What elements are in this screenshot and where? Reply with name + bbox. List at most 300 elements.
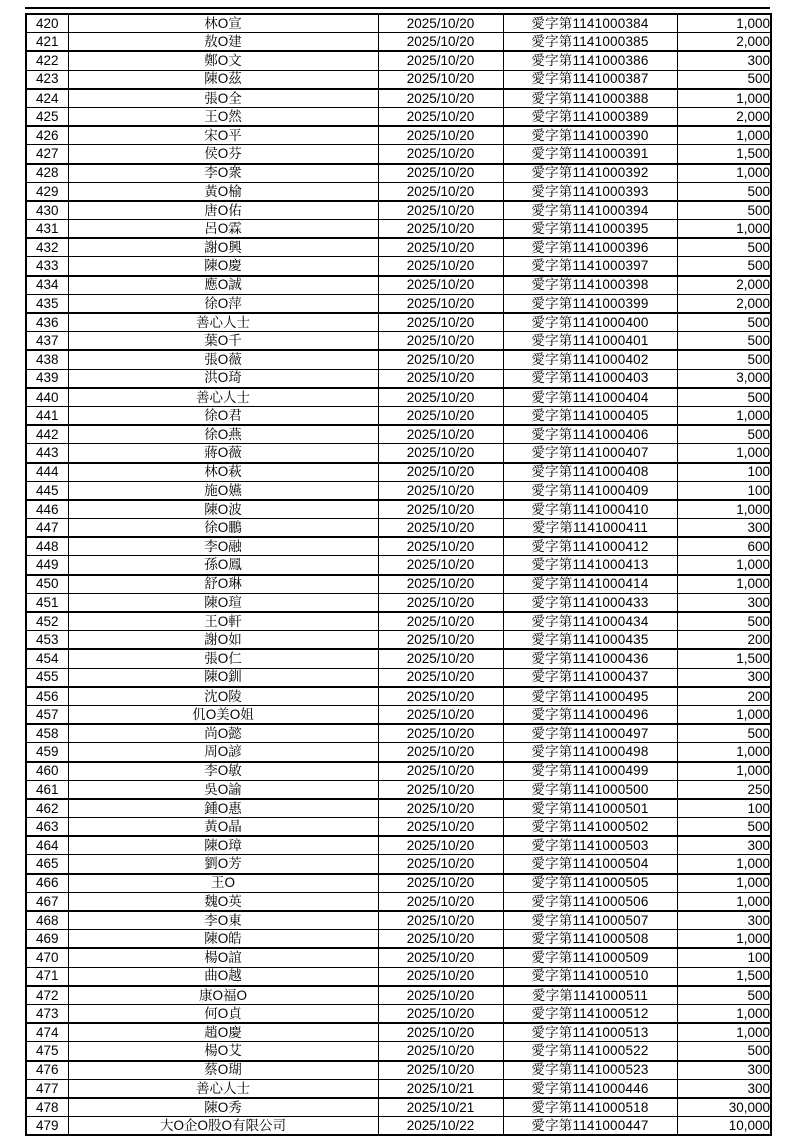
row-number-cell: 453	[26, 631, 68, 650]
donor-name-cell: 鍾O惠	[68, 799, 378, 818]
date-cell: 2025/10/20	[378, 780, 503, 799]
date-cell: 2025/10/20	[378, 1042, 503, 1061]
date-cell: 2025/10/20	[378, 930, 503, 949]
amount-cell: 1,500	[677, 649, 771, 668]
donation-receipt-table	[25, 13, 772, 1136]
amount-cell: 2,000	[677, 294, 771, 313]
donor-name-cell: 仉O美O姐	[68, 705, 378, 724]
table-row	[26, 294, 771, 313]
date-cell: 2025/10/20	[378, 89, 503, 108]
receipt-number-cell: 愛字第1141000523	[503, 1061, 677, 1080]
amount-cell: 30,000	[677, 1098, 771, 1117]
receipt-number-cell: 愛字第1141000412	[503, 537, 677, 556]
row-number-cell: 472	[26, 986, 68, 1005]
receipt-number-cell: 愛字第1141000407	[503, 444, 677, 463]
table-row	[26, 593, 771, 612]
amount-cell: 500	[677, 313, 771, 332]
row-number-cell: 460	[26, 762, 68, 781]
date-cell: 2025/10/20	[378, 705, 503, 724]
amount-cell: 2,000	[677, 276, 771, 295]
receipt-number-cell: 愛字第1141000392	[503, 164, 677, 183]
table-row	[26, 89, 771, 108]
donation-table-body	[26, 14, 771, 1135]
amount-cell: 500	[677, 332, 771, 351]
receipt-number-cell: 愛字第1141000395	[503, 220, 677, 239]
table-row	[26, 201, 771, 220]
table-row	[26, 182, 771, 201]
amount-cell: 1,000	[677, 705, 771, 724]
previous-row-border-fragment	[25, 7, 770, 9]
amount-cell: 1,000	[677, 220, 771, 239]
date-cell: 2025/10/20	[378, 668, 503, 687]
table-row	[26, 220, 771, 239]
row-number-cell: 457	[26, 705, 68, 724]
receipt-number-cell: 愛字第1141000434	[503, 612, 677, 631]
date-cell: 2025/10/20	[378, 350, 503, 369]
donor-name-cell: 陳O秀	[68, 1098, 378, 1117]
row-number-cell: 461	[26, 780, 68, 799]
amount-cell: 500	[677, 724, 771, 743]
row-number-cell: 446	[26, 500, 68, 519]
date-cell: 2025/10/20	[378, 743, 503, 762]
row-number-cell: 441	[26, 406, 68, 425]
amount-cell: 1,000	[677, 444, 771, 463]
donor-name-cell: 洪O琦	[68, 369, 378, 388]
receipt-number-cell: 愛字第1141000403	[503, 369, 677, 388]
date-cell: 2025/10/20	[378, 818, 503, 837]
donor-name-cell: 陳O波	[68, 500, 378, 519]
receipt-number-cell: 愛字第1141000406	[503, 425, 677, 444]
donor-name-cell: 張O仁	[68, 649, 378, 668]
amount-cell: 1,000	[677, 855, 771, 874]
donor-name-cell: 王O軒	[68, 612, 378, 631]
date-cell: 2025/10/20	[378, 799, 503, 818]
date-cell: 2025/10/20	[378, 164, 503, 183]
date-cell: 2025/10/20	[378, 575, 503, 594]
amount-cell: 1,000	[677, 1004, 771, 1023]
amount-cell: 300	[677, 519, 771, 538]
table-row	[26, 126, 771, 145]
table-row	[26, 780, 771, 799]
donor-name-cell: 魏O英	[68, 892, 378, 911]
date-cell: 2025/10/20	[378, 238, 503, 257]
receipt-number-cell: 愛字第1141000498	[503, 743, 677, 762]
amount-cell: 500	[677, 238, 771, 257]
date-cell: 2025/10/20	[378, 406, 503, 425]
donor-name-cell: 林O萩	[68, 463, 378, 482]
donor-name-cell: 徐O鵬	[68, 519, 378, 538]
amount-cell: 1,000	[677, 874, 771, 893]
amount-cell: 1,500	[677, 145, 771, 164]
row-number-cell: 442	[26, 425, 68, 444]
table-row	[26, 444, 771, 463]
table-row	[26, 14, 771, 33]
amount-cell: 2,000	[677, 107, 771, 126]
receipt-number-cell: 愛字第1141000413	[503, 556, 677, 575]
table-row	[26, 986, 771, 1005]
amount-cell: 300	[677, 593, 771, 612]
table-row	[26, 930, 771, 949]
receipt-number-cell: 愛字第1141000390	[503, 126, 677, 145]
row-number-cell: 433	[26, 257, 68, 276]
row-number-cell: 449	[26, 556, 68, 575]
receipt-number-cell: 愛字第1141000409	[503, 481, 677, 500]
row-number-cell: 458	[26, 724, 68, 743]
receipt-number-cell: 愛字第1141000408	[503, 463, 677, 482]
amount-cell: 1,000	[677, 500, 771, 519]
donor-name-cell: 葉O千	[68, 332, 378, 351]
date-cell: 2025/10/20	[378, 892, 503, 911]
donor-name-cell: 呂O霖	[68, 220, 378, 239]
receipt-number-cell: 愛字第1141000505	[503, 874, 677, 893]
donor-name-cell: 王O	[68, 874, 378, 893]
table-row	[26, 51, 771, 70]
row-number-cell: 463	[26, 818, 68, 837]
row-number-cell: 436	[26, 313, 68, 332]
row-number-cell: 465	[26, 855, 68, 874]
donor-name-cell: 王O然	[68, 107, 378, 126]
date-cell: 2025/10/20	[378, 687, 503, 706]
receipt-number-cell: 愛字第1141000509	[503, 948, 677, 967]
donor-name-cell: 陳O璋	[68, 836, 378, 855]
date-cell: 2025/10/20	[378, 14, 503, 33]
amount-cell: 1,000	[677, 164, 771, 183]
date-cell: 2025/10/20	[378, 425, 503, 444]
table-row	[26, 406, 771, 425]
amount-cell: 200	[677, 631, 771, 650]
donor-name-cell: 陳O茲	[68, 70, 378, 89]
donor-name-cell: 陳O釧	[68, 668, 378, 687]
table-row	[26, 687, 771, 706]
date-cell: 2025/10/20	[378, 556, 503, 575]
table-row	[26, 948, 771, 967]
receipt-number-cell: 愛字第1141000387	[503, 70, 677, 89]
receipt-number-cell: 愛字第1141000447	[503, 1117, 677, 1136]
row-number-cell: 467	[26, 892, 68, 911]
row-number-cell: 428	[26, 164, 68, 183]
donor-name-cell: 李O東	[68, 911, 378, 930]
table-row	[26, 1023, 771, 1042]
donor-name-cell: 楊O艾	[68, 1042, 378, 1061]
receipt-number-cell: 愛字第1141000400	[503, 313, 677, 332]
receipt-number-cell: 愛字第1141000512	[503, 1004, 677, 1023]
receipt-number-cell: 愛字第1141000510	[503, 967, 677, 986]
receipt-number-cell: 愛字第1141000405	[503, 406, 677, 425]
table-row	[26, 332, 771, 351]
date-cell: 2025/10/20	[378, 911, 503, 930]
donor-name-cell: 謝O如	[68, 631, 378, 650]
date-cell: 2025/10/20	[378, 201, 503, 220]
amount-cell: 300	[677, 836, 771, 855]
date-cell: 2025/10/20	[378, 388, 503, 407]
date-cell: 2025/10/20	[378, 313, 503, 332]
receipt-number-cell: 愛字第1141000397	[503, 257, 677, 276]
donor-name-cell: 蔣O薇	[68, 444, 378, 463]
row-number-cell: 456	[26, 687, 68, 706]
date-cell: 2025/10/20	[378, 369, 503, 388]
table-row	[26, 70, 771, 89]
date-cell: 2025/10/20	[378, 332, 503, 351]
donor-name-cell: 舒O琳	[68, 575, 378, 594]
date-cell: 2025/10/20	[378, 182, 503, 201]
receipt-number-cell: 愛字第1141000497	[503, 724, 677, 743]
table-row	[26, 313, 771, 332]
donor-name-cell: 善心人士	[68, 313, 378, 332]
donor-name-cell: 徐O萍	[68, 294, 378, 313]
row-number-cell: 439	[26, 369, 68, 388]
donor-name-cell: 李O融	[68, 537, 378, 556]
date-cell: 2025/10/20	[378, 294, 503, 313]
date-cell: 2025/10/20	[378, 967, 503, 986]
receipt-number-cell: 愛字第1141000436	[503, 649, 677, 668]
table-row	[26, 164, 771, 183]
date-cell: 2025/10/20	[378, 986, 503, 1005]
date-cell: 2025/10/20	[378, 836, 503, 855]
amount-cell: 1,000	[677, 1023, 771, 1042]
amount-cell: 1,000	[677, 575, 771, 594]
receipt-number-cell: 愛字第1141000401	[503, 332, 677, 351]
receipt-number-cell: 愛字第1141000500	[503, 780, 677, 799]
table-row	[26, 668, 771, 687]
row-number-cell: 477	[26, 1079, 68, 1098]
row-number-cell: 479	[26, 1117, 68, 1136]
table-row	[26, 556, 771, 575]
table-row	[26, 276, 771, 295]
date-cell: 2025/10/21	[378, 1098, 503, 1117]
table-row	[26, 425, 771, 444]
donor-name-cell: 徐O君	[68, 406, 378, 425]
row-number-cell: 451	[26, 593, 68, 612]
date-cell: 2025/10/20	[378, 70, 503, 89]
row-number-cell: 476	[26, 1061, 68, 1080]
amount-cell: 500	[677, 201, 771, 220]
receipt-number-cell: 愛字第1141000389	[503, 107, 677, 126]
receipt-number-cell: 愛字第1141000435	[503, 631, 677, 650]
donor-name-cell: 黃O晶	[68, 818, 378, 837]
row-number-cell: 475	[26, 1042, 68, 1061]
donor-name-cell: 宋O平	[68, 126, 378, 145]
date-cell: 2025/10/20	[378, 145, 503, 164]
donor-name-cell: 孫O鳳	[68, 556, 378, 575]
date-cell: 2025/10/20	[378, 500, 503, 519]
table-row	[26, 743, 771, 762]
donor-name-cell: 侯O芬	[68, 145, 378, 164]
table-row	[26, 1004, 771, 1023]
receipt-number-cell: 愛字第1141000495	[503, 687, 677, 706]
donor-name-cell: 張O薇	[68, 350, 378, 369]
date-cell: 2025/10/20	[378, 537, 503, 556]
table-row	[26, 612, 771, 631]
table-row	[26, 519, 771, 538]
row-number-cell: 466	[26, 874, 68, 893]
table-row	[26, 649, 771, 668]
table-row	[26, 537, 771, 556]
receipt-number-cell: 愛字第1141000503	[503, 836, 677, 855]
row-number-cell: 452	[26, 612, 68, 631]
date-cell: 2025/10/20	[378, 948, 503, 967]
row-number-cell: 427	[26, 145, 68, 164]
table-row	[26, 1079, 771, 1098]
row-number-cell: 450	[26, 575, 68, 594]
date-cell: 2025/10/20	[378, 612, 503, 631]
table-row	[26, 724, 771, 743]
donor-name-cell: 唐O佑	[68, 201, 378, 220]
table-row	[26, 350, 771, 369]
receipt-number-cell: 愛字第1141000388	[503, 89, 677, 108]
amount-cell: 500	[677, 70, 771, 89]
date-cell: 2025/10/20	[378, 220, 503, 239]
donor-name-cell: 曲O越	[68, 967, 378, 986]
row-number-cell: 429	[26, 182, 68, 201]
receipt-number-cell: 愛字第1141000414	[503, 575, 677, 594]
row-number-cell: 443	[26, 444, 68, 463]
date-cell: 2025/10/20	[378, 1004, 503, 1023]
row-number-cell: 474	[26, 1023, 68, 1042]
receipt-number-cell: 愛字第1141000437	[503, 668, 677, 687]
row-number-cell: 459	[26, 743, 68, 762]
donor-name-cell: 陳O慶	[68, 257, 378, 276]
amount-cell: 1,000	[677, 762, 771, 781]
date-cell: 2025/10/20	[378, 1023, 503, 1042]
donor-name-cell: 徐O燕	[68, 425, 378, 444]
row-number-cell: 462	[26, 799, 68, 818]
donor-name-cell: 李O敏	[68, 762, 378, 781]
receipt-number-cell: 愛字第1141000411	[503, 519, 677, 538]
table-row	[26, 33, 771, 52]
row-number-cell: 468	[26, 911, 68, 930]
receipt-number-cell: 愛字第1141000433	[503, 593, 677, 612]
amount-cell: 500	[677, 350, 771, 369]
row-number-cell: 423	[26, 70, 68, 89]
date-cell: 2025/10/20	[378, 855, 503, 874]
row-number-cell: 432	[26, 238, 68, 257]
table-row	[26, 1117, 771, 1136]
donor-name-cell: 黃O榆	[68, 182, 378, 201]
table-row	[26, 481, 771, 500]
table-row	[26, 631, 771, 650]
amount-cell: 1,000	[677, 126, 771, 145]
amount-cell: 1,000	[677, 743, 771, 762]
row-number-cell: 420	[26, 14, 68, 33]
receipt-number-cell: 愛字第1141000386	[503, 51, 677, 70]
donor-name-cell: 陳O皓	[68, 930, 378, 949]
donor-name-cell: 鄭O文	[68, 51, 378, 70]
table-row	[26, 238, 771, 257]
amount-cell: 250	[677, 780, 771, 799]
amount-cell: 500	[677, 1042, 771, 1061]
amount-cell: 1,000	[677, 930, 771, 949]
row-number-cell: 448	[26, 537, 68, 556]
donor-name-cell: 施O嬿	[68, 481, 378, 500]
receipt-number-cell: 愛字第1141000399	[503, 294, 677, 313]
table-row	[26, 1098, 771, 1117]
table-row	[26, 257, 771, 276]
amount-cell: 500	[677, 388, 771, 407]
donor-name-cell: 楊O誼	[68, 948, 378, 967]
donor-name-cell: 沈O陵	[68, 687, 378, 706]
row-number-cell: 437	[26, 332, 68, 351]
donor-name-cell: 尚O懿	[68, 724, 378, 743]
donor-name-cell: 張O全	[68, 89, 378, 108]
receipt-number-cell: 愛字第1141000396	[503, 238, 677, 257]
row-number-cell: 455	[26, 668, 68, 687]
table-row	[26, 892, 771, 911]
table-row	[26, 500, 771, 519]
row-number-cell: 424	[26, 89, 68, 108]
amount-cell: 2,000	[677, 33, 771, 52]
row-number-cell: 426	[26, 126, 68, 145]
row-number-cell: 471	[26, 967, 68, 986]
receipt-number-cell: 愛字第1141000393	[503, 182, 677, 201]
donor-name-cell: 趙O慶	[68, 1023, 378, 1042]
table-row	[26, 967, 771, 986]
date-cell: 2025/10/22	[378, 1117, 503, 1136]
receipt-number-cell: 愛字第1141000522	[503, 1042, 677, 1061]
receipt-number-cell: 愛字第1141000507	[503, 911, 677, 930]
donor-name-cell: 劉O芳	[68, 855, 378, 874]
amount-cell: 300	[677, 1061, 771, 1080]
amount-cell: 300	[677, 911, 771, 930]
amount-cell: 500	[677, 818, 771, 837]
date-cell: 2025/10/20	[378, 724, 503, 743]
table-row	[26, 911, 771, 930]
donor-name-cell: 謝O興	[68, 238, 378, 257]
table-row	[26, 1042, 771, 1061]
donor-name-cell: 周O諺	[68, 743, 378, 762]
receipt-number-cell: 愛字第1141000501	[503, 799, 677, 818]
row-number-cell: 445	[26, 481, 68, 500]
date-cell: 2025/10/21	[378, 1079, 503, 1098]
table-row	[26, 369, 771, 388]
date-cell: 2025/10/20	[378, 631, 503, 650]
receipt-number-cell: 愛字第1141000391	[503, 145, 677, 164]
date-cell: 2025/10/20	[378, 874, 503, 893]
donor-name-cell: 何O貞	[68, 1004, 378, 1023]
date-cell: 2025/10/20	[378, 463, 503, 482]
receipt-number-cell: 愛字第1141000502	[503, 818, 677, 837]
receipt-number-cell: 愛字第1141000513	[503, 1023, 677, 1042]
amount-cell: 500	[677, 612, 771, 631]
receipt-number-cell: 愛字第1141000384	[503, 14, 677, 33]
row-number-cell: 422	[26, 51, 68, 70]
amount-cell: 600	[677, 537, 771, 556]
date-cell: 2025/10/20	[378, 276, 503, 295]
donor-name-cell: 陳O瑄	[68, 593, 378, 612]
date-cell: 2025/10/20	[378, 1061, 503, 1080]
table-row	[26, 705, 771, 724]
row-number-cell: 464	[26, 836, 68, 855]
amount-cell: 1,000	[677, 406, 771, 425]
table-row	[26, 145, 771, 164]
row-number-cell: 473	[26, 1004, 68, 1023]
donor-name-cell: 善心人士	[68, 388, 378, 407]
donor-name-cell: 林O宣	[68, 14, 378, 33]
donor-name-cell: 大O企O股O有限公司	[68, 1117, 378, 1136]
donor-name-cell: 蔡O瑚	[68, 1061, 378, 1080]
row-number-cell: 447	[26, 519, 68, 538]
amount-cell: 1,000	[677, 14, 771, 33]
row-number-cell: 430	[26, 201, 68, 220]
row-number-cell: 440	[26, 388, 68, 407]
date-cell: 2025/10/20	[378, 481, 503, 500]
row-number-cell: 425	[26, 107, 68, 126]
row-number-cell: 431	[26, 220, 68, 239]
table-row	[26, 1061, 771, 1080]
amount-cell: 500	[677, 257, 771, 276]
amount-cell: 10,000	[677, 1117, 771, 1136]
amount-cell: 100	[677, 481, 771, 500]
amount-cell: 300	[677, 51, 771, 70]
